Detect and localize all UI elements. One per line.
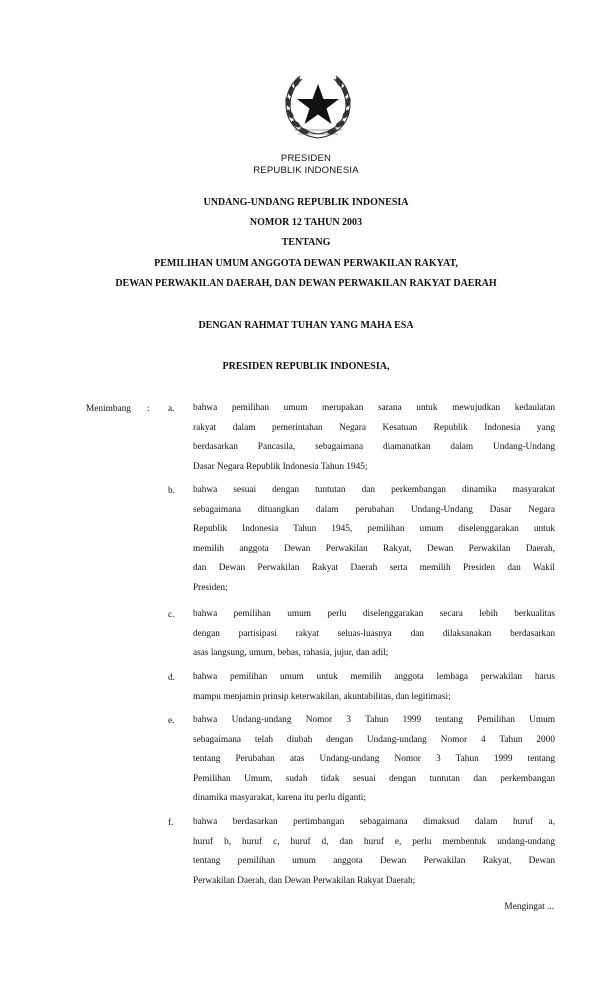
text-line: rakyat dalam pemerintahan Negara Kesatuan Republik Indonesia yang [193,422,555,433]
item-letter-b: b. [168,486,175,496]
text-line: huruf b, huruf c, huruf d, dan huruf e, perlu membentuk undang-undang [193,836,555,847]
presidential-seal-emblem [278,64,358,144]
text-line: bahwa pemilihan umum perlu diselenggarakan secara lebih berkualitas [193,609,555,619]
text-line: Dasar Negara Republik Indonesia Tahun 1945; [193,461,368,472]
text-line: bahwa pemilihan umum merupakan sarana untuk mewujudkan kedaulatan [193,403,555,413]
item-text-b [193,481,555,599]
text-line: dan Dewan Perwakilan Rakyat Daerah serta memilih Presiden dan Wakil [193,563,555,574]
text-line: Pemilihan Umum, sudah tidak sesuai dengan tuntutan dan perkembangan [193,773,555,784]
text-line: sebagaimana dituangkan dalam perubahan Undang-Undang Dasar Negara [193,504,555,515]
text-line: asas langsung, umum, bebas, rahasia, jujur, dan adil; [193,648,389,659]
title-line-5: DEWAN PERWAKILAN DAERAH, DAN DEWAN PERWAKILAN RAKYAT DAERAH [115,278,497,289]
header-presiden: PRESIDEN [280,153,332,164]
next-page-catchword: Mengingat ... [504,902,554,912]
text-line: tentang pemilihan umum anggota Dewan Perwakilan Rakyat, Dewan [193,856,555,867]
item-text-a [193,399,555,477]
item-text-f [193,813,555,891]
text-line: mampu menjamin prinsip keterwakilan, akuntabilitas, dan legitimasi; [193,691,451,702]
title-line-4: PEMILIHAN UMUM ANGGOTA DEWAN PERWAKILAN RAKYAT, [154,258,458,269]
text-line: bahwa pemilihan umum untuk memilih anggota lembaga perwakilan harus [193,672,555,682]
text-line: Presiden; [193,582,228,593]
presiden-ri-heading: PRESIDEN REPUBLIK INDONESIA, [222,361,390,372]
header-republik: REPUBLIK INDONESIA [253,165,359,176]
title-line-3: TENTANG [281,237,331,248]
item-text-d [193,668,555,707]
text-line: Perwakilan Daerah, dan Dewan Perwakilan Rakyat Daerah; [193,875,416,886]
menimbang-colon: : [147,404,150,414]
text-line: bahwa berdasarkan pertimbangan sebagaimana dimaksud dalam huruf a, [193,817,555,827]
text-line: berdasarkan Pancasila, sebagaimana diamanatkan dalam Undang-Undang [193,442,555,453]
text-line: dinamika masyarakat, karena itu perlu diganti; [193,793,366,804]
item-letter-a: a. [168,404,175,414]
text-line: bahwa sesuai dengan tuntutan dan perkembangan dinamika masyarakat [193,485,555,495]
item-letter-f: f. [168,818,174,828]
title-line-1: UNDANG-UNDANG REPUBLIK INDONESIA [203,197,409,208]
text-line: tentang Perubahan atas Undang-undang Nomor 3 Tahun 1999 tentang [193,754,555,765]
rahmat-heading: DENGAN RAHMAT TUHAN YANG MAHA ESA [198,320,414,331]
item-text-e [193,711,555,809]
title-line-2: NOMOR 12 TAHUN 2003 [249,217,363,228]
menimbang-label: Menimbang [86,404,131,414]
text-line: sebagaimana telah diubah dengan Undang-undang Nomor 4 Tahun 2000 [193,734,555,745]
text-line: dengan partisipasi rakyat seluas-luasnya dan dilaksanakan berdasarkan [193,628,555,639]
item-letter-d: d. [168,673,175,683]
item-letter-e: e. [168,716,175,726]
item-letter-c: c. [168,610,175,620]
text-line: memilih anggota Dewan Perwakilan Rakyat, Dewan Perwakilan Daerah, [193,543,555,554]
text-line: Republik Indonesia Tahun 1945, pemilihan umum diselenggarakan untuk [193,524,555,535]
item-text-c [193,605,555,664]
text-line: bahwa Undang-undang Nomor 3 Tahun 1999 tentang Pemilihan Umum [193,715,555,725]
